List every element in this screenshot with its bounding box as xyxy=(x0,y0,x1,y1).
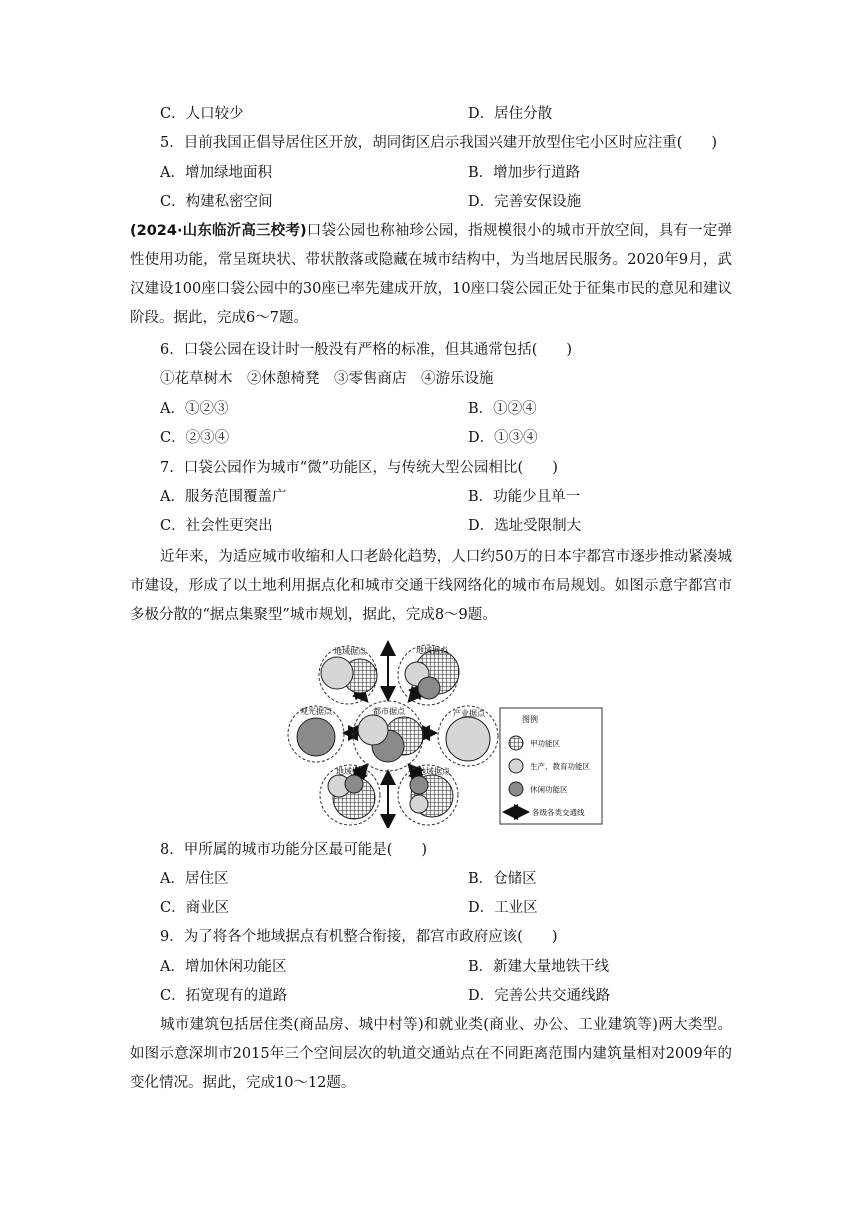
region-node-label: 地域据点 xyxy=(416,646,448,655)
city-node-label: 都市据点 xyxy=(373,707,405,716)
q6-option-d: D．①③④ xyxy=(468,430,538,446)
q5-option-a: A．增加绿地面积 xyxy=(160,165,272,181)
passage-utsunomiya: 近年来，为适应城市收缩和人口老龄化趋势，人口约50万的日本宇都宫市逐步推动紧凑城市建设，形成了以土地利用据点化和城市交通干线网络化的城市布局规划。如图示意宇都宫市多极分散的“据点集聚型”城市规划，据此，完成8～9题。 xyxy=(130,549,732,623)
q6-option-b: B．①②④ xyxy=(468,401,537,417)
q6-option-a: A．①②③ xyxy=(160,401,229,417)
region-node-top-right xyxy=(398,645,459,705)
legend-jia-label: 甲功能区 xyxy=(530,739,560,748)
q5-option-c: C．构建私密空间 xyxy=(160,194,273,210)
q5-option-d: D．完善安保设施 xyxy=(468,194,582,210)
q8-option-a: A．居住区 xyxy=(160,871,229,887)
city-plan-figure xyxy=(286,638,606,828)
tourism-node xyxy=(288,706,344,762)
passage-source: (2024·山东临沂高三校考) xyxy=(130,223,307,239)
q9-stem: 9．为了将各个地域据点有机整合衔接，都宫市政府应该( ) xyxy=(160,929,558,945)
q9-option-c: C．拓宽现有的道路 xyxy=(160,988,288,1004)
region-node-bottom-left xyxy=(320,765,380,825)
q7-option-d: D．选址受限制大 xyxy=(468,518,582,534)
city-node xyxy=(353,701,423,771)
q8-option-d: D．工业区 xyxy=(468,900,538,916)
industry-node-label: 产业据点 xyxy=(453,709,485,718)
q6-stem: 6．口袋公园在设计时一般没有严格的标准，但其通常包括( ) xyxy=(160,342,573,358)
region-node-label: 地域据点 xyxy=(336,767,368,776)
legend-leisure-label: 休闲功能区 xyxy=(530,785,568,794)
q4-option-c: C．人口较少 xyxy=(160,106,244,122)
region-node-label: 地域据点 xyxy=(334,647,366,656)
passage-shenzhen: 城市建筑包括居住类(商品房、城中村等)和就业类(商业、办公、工业建筑等)两大类型。如图示意深圳市2015年三个空间层次的轨道交通站点在不同距离范围内建筑量相对2009年的变化情况。据此，完成10～12题。 xyxy=(130,1017,732,1091)
legend-title: 图例 xyxy=(522,715,538,724)
legend-production-label: 生产、教育功能区 xyxy=(530,762,590,771)
q7-option-b: B．功能少且单一 xyxy=(468,489,581,505)
passage-text: 口袋公园也称袖珍公园，指规模很小的城市开放空间，具有一定弹性使用功能，常呈斑块状、带状散落或隐藏在城市结构中，为当地居民服务。2020年9月，武汉建设100座口袋公园中的30座已率先建成开放，10座口袋公园正处于征集市民的意见和建议阶段。据此，完成6～7题。 xyxy=(130,223,733,326)
q6-items: ①花草树木 ②休憩椅凳 ③零售商店 ④游乐设施 xyxy=(160,371,494,387)
q8-stem: 8．甲所属的城市功能分区最可能是( ) xyxy=(160,842,428,858)
q8-option-b: B．仓储区 xyxy=(468,871,537,887)
q9-option-a: A．增加休闲功能区 xyxy=(160,959,287,975)
region-node-label: 地域据点 xyxy=(418,767,450,776)
q7-stem: 7．口袋公园作为城市“微”功能区，与传统大型公园相比( ) xyxy=(160,460,558,476)
q5-option-b: B．增加步行道路 xyxy=(468,165,581,181)
q8-option-c: C．商业区 xyxy=(160,900,230,916)
passage-pocket-park xyxy=(130,217,732,333)
tourism-node-label: 观光据点 xyxy=(300,707,332,716)
q5-stem: 5．目前我国正倡导居住区开放，胡同街区启示我国兴建开放型住宅小区时应注重( ) xyxy=(160,135,718,151)
legend-transport-label: 各级各类交通线 xyxy=(532,808,585,817)
q7-option-a: A．服务范围覆盖广 xyxy=(160,489,287,505)
q4-option-d: D．居住分散 xyxy=(468,106,553,122)
q6-option-c: C．②③④ xyxy=(160,430,230,446)
q7-option-c: C．社会性更突出 xyxy=(160,518,273,534)
figure-legend xyxy=(500,708,602,824)
industry-node xyxy=(438,706,498,766)
region-node-top-left xyxy=(319,646,377,704)
region-node-bottom-right xyxy=(398,765,458,825)
q9-option-d: D．完善公共交通线路 xyxy=(468,988,611,1004)
q9-option-b: B．新建大量地铁干线 xyxy=(468,959,610,975)
